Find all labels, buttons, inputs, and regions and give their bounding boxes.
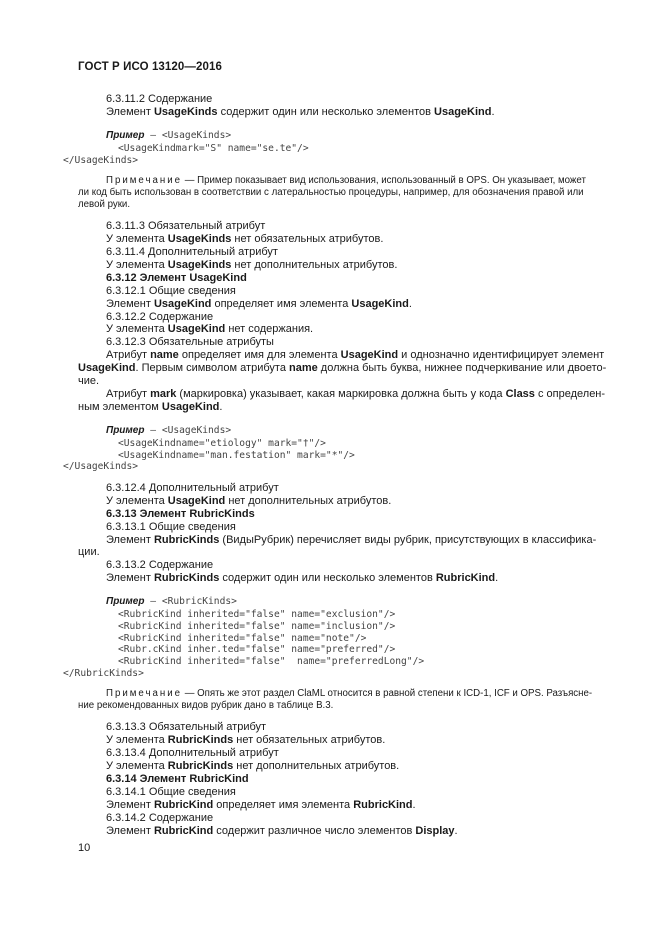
paragraph: У элемента RubricKinds нет дополнительных атрибутов.	[106, 760, 400, 773]
section-heading: 6.3.12.4 Дополнительный атрибут	[106, 481, 279, 494]
code-line: <RubricKind inherited="false" name="exclusion"/>	[118, 609, 396, 621]
section-heading: 6.3.12.1 Общие сведения	[106, 284, 236, 297]
document-header: ГОСТ Р ИСО 13120—2016	[78, 61, 223, 73]
note: Примечание — Пример показывает вид использования, использованный в OPS. Он указывает, может	[106, 175, 586, 187]
section-heading: 6.3.14 Элемент RubricKind	[106, 773, 249, 786]
note-label: Примечание	[106, 688, 183, 700]
code-line: </UsageKinds>	[63, 154, 139, 166]
note: Примечание — Опять же этот раздел ClaML относится в равной степени к ICD-1, ICF и OPS. Разъясне-	[106, 688, 593, 700]
code-line: <UsageKinds>	[161, 129, 232, 141]
code-example: Пример — <UsageKinds> <UsageKindmark="S" name="se.te"/>	[78, 125, 613, 155]
page-number: 10	[78, 842, 91, 854]
document-body	[63, 93, 613, 838]
paragraph: У элемента UsageKind нет содержания.	[106, 323, 314, 336]
section-heading: 6.3.11.4 Дополнительный атрибут	[106, 246, 278, 259]
paragraph-line: ции.	[78, 546, 100, 559]
paragraph: У элемента UsageKind нет дополнительных атрибутов.	[106, 494, 392, 507]
section-heading: 6.3.13.2 Содержание	[106, 559, 214, 572]
code-line: <Rubr.cKind inher.ted="false" name="preferred"/>	[118, 644, 396, 656]
section-heading: 6.3.13 Элемент RubricKinds	[106, 507, 255, 520]
paragraph: Атрибут name определяет имя для элемента UsageKind и однозначно идентифицирует элемент	[106, 349, 605, 362]
note-line: левой руки.	[78, 199, 131, 211]
paragraph: Элемент UsageKinds содержит один или несколько элементов UsageKind.	[106, 105, 495, 118]
example-label: Пример	[106, 596, 145, 608]
paragraph: У элемента UsageKinds нет обязательных атрибутов.	[106, 233, 384, 246]
note-label: Примечание	[106, 175, 183, 187]
section-heading: 6.3.11.2 Содержание	[106, 93, 213, 105]
note-line: ли код быть использован в соответствии с латеральностью процедуры, например, для обозначения правой или	[78, 187, 584, 199]
section-heading: 6.3.13.4 Дополнительный атрибут	[106, 747, 279, 760]
section-heading: 6.3.12 Элемент UsageKind	[106, 271, 247, 284]
example-label: Пример	[106, 129, 145, 141]
code-line: </UsageKinds>	[63, 461, 139, 473]
paragraph-line: ным элементом UsageKind.	[78, 400, 223, 413]
paragraph: Элемент UsageKind определяет имя элемента UsageKind.	[106, 297, 412, 310]
paragraph-line: чие.	[78, 375, 100, 388]
section-heading: 6.3.11.3 Обязательный атрибут	[106, 220, 266, 233]
section-heading: 6.3.13.1 Общие сведения	[106, 520, 236, 533]
code-line: <UsageKindname="etiology" mark="†"/>	[118, 437, 326, 449]
note-line: ние рекомендованных видов рубрик дано в таблице B.3.	[78, 700, 334, 712]
paragraph: У элемента RubricKinds нет обязательных атрибутов.	[106, 734, 386, 747]
code-example: Пример — <UsageKinds> <UsageKindname="etiology" mark="†"/> <UsageKindname="man.festation" mark="*"/>	[78, 420, 613, 461]
section-heading: 6.3.12.3 Обязательные атрибуты	[106, 336, 274, 349]
paragraph: Элемент RubricKind содержит различное число элементов Display.	[106, 824, 458, 837]
section-heading: 6.3.12.2 Содержание	[106, 310, 214, 323]
paragraph-line: UsageKind. Первым символом атрибута name должна быть буква, нижнее подчеркивание или двоето-	[78, 362, 607, 375]
code-line: <UsageKindname="man.festation" mark="*"/>	[118, 449, 355, 461]
section-heading: 6.3.13.3 Обязательный атрибут	[106, 721, 267, 734]
code-line: </RubricKinds>	[63, 667, 144, 679]
paragraph: Элемент RubricKind определяет имя элемента RubricKind.	[106, 798, 416, 811]
code-line: <RubricKind inherited="false" name="preferredLong"/>	[118, 655, 425, 667]
section-heading: 6.3.14.2 Содержание	[106, 811, 214, 824]
paragraph: Атрибут mark (маркировка) указывает, какая маркировка должна быть у кода Class с определен-	[106, 388, 606, 400]
paragraph: У элемента UsageKinds нет дополнительных атрибутов.	[106, 258, 398, 271]
paragraph: Элемент RubricKinds содержит один или несколько элементов RubricKind.	[106, 572, 499, 585]
code-line: <RubricKind inherited="false" name="note"/>	[118, 632, 367, 644]
code-example: Пример — <RubricKinds> <RubricKind inherited="false" name="exclusion"/> <RubricKind inherited="false" name="inclusion"/> <RubricKind inherited="false" name="note"/> <Rubr.cKind inher.ted="false" name="preferred"/> <RubricKind inherited="false" name="preferredLong"/>	[78, 591, 613, 668]
code-line: <UsageKinds>	[161, 424, 232, 436]
code-line: <RubricKind inherited="false" name="inclusion"/>	[118, 620, 396, 632]
section-heading: 6.3.14.1 Общие сведения	[106, 785, 236, 798]
paragraph: Элемент RubricKinds (ВидыРубрик) перечисляет виды рубрик, присутствующих в классифика-	[106, 533, 597, 546]
example-label: Пример	[106, 424, 145, 436]
code-line: <UsageKindmark="S" name="se.te"/>	[118, 142, 309, 154]
code-line: <RubricKinds>	[161, 596, 237, 608]
